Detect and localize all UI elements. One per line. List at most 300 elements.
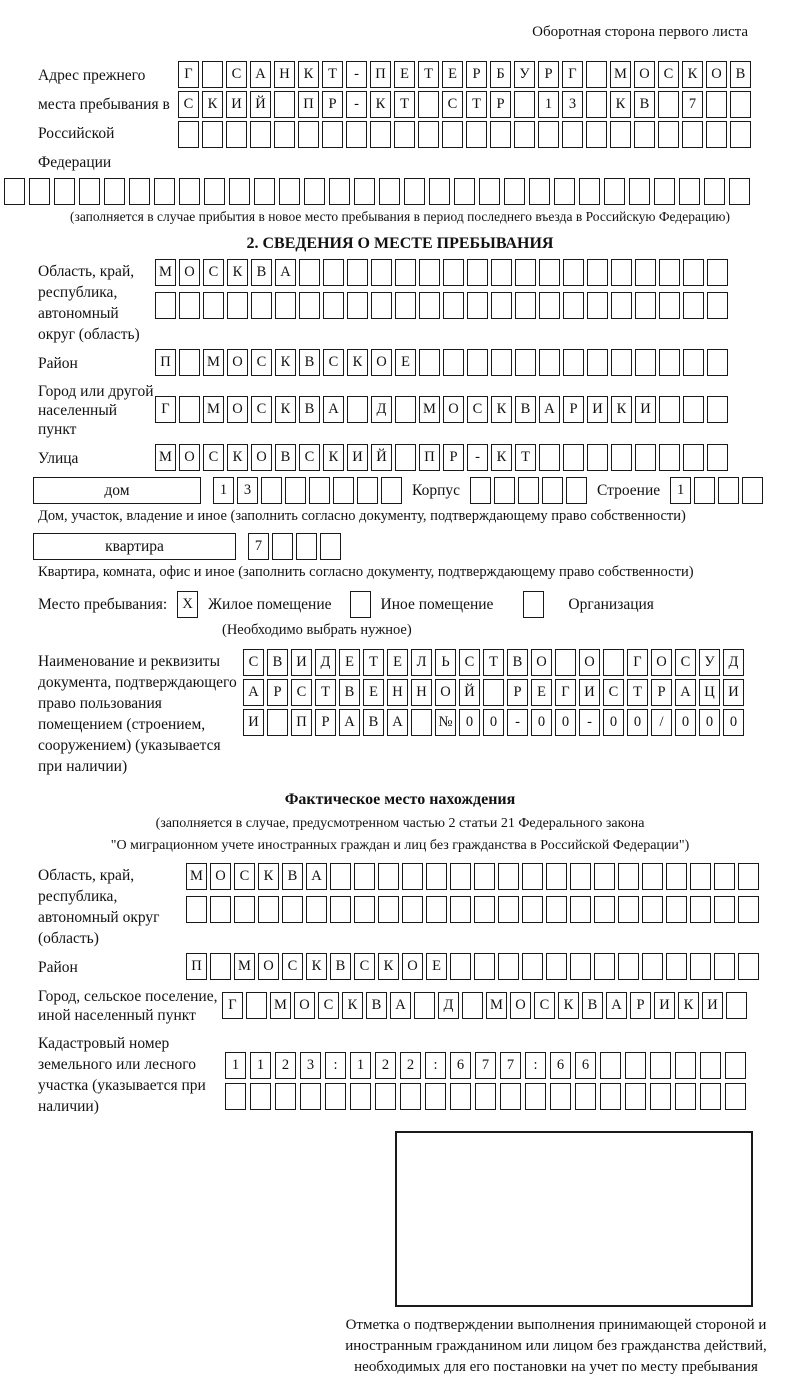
prev-address-grid [178, 61, 751, 151]
char-box: М [203, 396, 224, 423]
char-box [155, 292, 176, 319]
char-box [587, 292, 608, 319]
char-box: А [250, 61, 271, 88]
char-box [470, 477, 491, 504]
char-box: Й [371, 444, 392, 471]
char-box [522, 896, 543, 923]
char-box: С [203, 444, 224, 471]
char-box: Б [490, 61, 511, 88]
prev-address-label: Адрес прежнего места пребывания в Российской Федерации [38, 67, 170, 171]
char-box: К [611, 396, 632, 423]
char-box [379, 178, 400, 205]
char-box [575, 1083, 596, 1110]
char-box [730, 121, 751, 148]
char-box: 0 [699, 709, 720, 736]
char-box: С [467, 396, 488, 423]
char-box [467, 292, 488, 319]
char-box [611, 349, 632, 376]
char-box: С [243, 649, 264, 676]
char-box [354, 896, 375, 923]
city-label: Город или другой населенный пункт [38, 383, 154, 438]
char-box: И [723, 679, 744, 706]
char-box: П [186, 953, 207, 980]
char-box [251, 292, 272, 319]
char-box [395, 444, 416, 471]
char-box [738, 896, 759, 923]
char-box [400, 1083, 421, 1110]
char-box [675, 1083, 696, 1110]
char-box [418, 91, 439, 118]
char-box: 7 [475, 1052, 496, 1079]
char-box: К [491, 444, 512, 471]
char-box: К [306, 953, 327, 980]
char-box [354, 178, 375, 205]
char-box: Д [438, 992, 459, 1019]
city-cells [155, 396, 728, 423]
char-box: С [459, 649, 480, 676]
char-box: В [299, 396, 320, 423]
char-box [210, 953, 231, 980]
char-box: Е [339, 649, 360, 676]
char-box [554, 178, 575, 205]
char-box: К [378, 953, 399, 980]
char-box [525, 1083, 546, 1110]
char-box [346, 121, 367, 148]
char-box: Г [562, 61, 583, 88]
street-label: Улица [38, 450, 79, 467]
char-box [587, 444, 608, 471]
char-box: 1 [670, 477, 691, 504]
cadastral-label: Кадастровый номер земельного или лесного участка (указывается при наличии) [38, 1035, 206, 1115]
char-box [429, 178, 450, 205]
char-box [298, 121, 319, 148]
char-box [650, 1052, 671, 1079]
house-row [33, 477, 800, 504]
char-box: : [325, 1052, 346, 1079]
cadastral-row-1 [225, 1052, 746, 1079]
char-box [129, 178, 150, 205]
char-box: И [226, 91, 247, 118]
char-box [683, 259, 704, 286]
region-label: Область, край, республика, автономный округ (область) [38, 263, 140, 343]
char-box: О [227, 349, 248, 376]
char-box [562, 121, 583, 148]
char-box [443, 259, 464, 286]
actual-region-row [38, 863, 800, 949]
char-box: С [675, 649, 696, 676]
char-box [442, 121, 463, 148]
page-corner-note: Оборотная сторона первого листа [532, 24, 748, 40]
char-box: К [298, 61, 319, 88]
char-box [635, 292, 656, 319]
char-box [738, 863, 759, 890]
char-box [450, 896, 471, 923]
char-box: Р [490, 91, 511, 118]
char-box: О [510, 992, 531, 1019]
char-box: В [366, 992, 387, 1019]
char-box: Т [515, 444, 536, 471]
apartment-field-label: квартира [33, 533, 236, 560]
char-box: О [579, 649, 600, 676]
char-box [515, 349, 536, 376]
char-box [450, 1083, 471, 1110]
char-box [600, 1052, 621, 1079]
char-box: С [299, 444, 320, 471]
actual-region-row-1 [186, 863, 759, 890]
char-box: М [155, 259, 176, 286]
char-box: 3 [562, 91, 583, 118]
char-box [529, 178, 550, 205]
char-box: 3 [300, 1052, 321, 1079]
stay-type-label: Место пребывания: [38, 595, 168, 613]
char-box [594, 896, 615, 923]
char-box: М [203, 349, 224, 376]
char-box [299, 259, 320, 286]
char-box: 0 [627, 709, 648, 736]
char-box: О [258, 953, 279, 980]
char-box [234, 896, 255, 923]
char-box: В [339, 679, 360, 706]
char-box: - [579, 709, 600, 736]
char-box [323, 292, 344, 319]
actual-district-label: Район [38, 959, 78, 976]
char-box [282, 896, 303, 923]
char-box: - [507, 709, 528, 736]
char-box [725, 1083, 746, 1110]
char-box [642, 896, 663, 923]
char-box: О [402, 953, 423, 980]
char-box [542, 477, 563, 504]
char-box: К [682, 61, 703, 88]
char-box [491, 259, 512, 286]
char-box [555, 649, 576, 676]
char-box: Т [483, 649, 504, 676]
char-box: Т [322, 61, 343, 88]
char-box: А [606, 992, 627, 1019]
char-box [491, 349, 512, 376]
char-box: С [442, 91, 463, 118]
char-box [275, 1083, 296, 1110]
char-box [272, 533, 293, 560]
char-box [707, 396, 728, 423]
prev-address-block [38, 61, 800, 177]
document-grid [243, 649, 744, 739]
char-box: Д [723, 649, 744, 676]
char-box [718, 477, 739, 504]
char-box: А [339, 709, 360, 736]
char-box [707, 259, 728, 286]
char-box: К [678, 992, 699, 1019]
char-box: Р [630, 992, 651, 1019]
char-box: Р [443, 444, 464, 471]
cadastral-row [38, 1031, 800, 1117]
char-box [690, 953, 711, 980]
confirmation-stamp-box [395, 1131, 753, 1307]
char-box [570, 953, 591, 980]
char-box: Г [222, 992, 243, 1019]
char-box: И [243, 709, 264, 736]
char-box [474, 953, 495, 980]
char-box [179, 292, 200, 319]
char-box [329, 178, 350, 205]
char-box: С [323, 349, 344, 376]
prev-address-row-1 [178, 61, 751, 88]
char-box: К [275, 396, 296, 423]
char-box [659, 396, 680, 423]
char-box: 0 [555, 709, 576, 736]
char-box [611, 259, 632, 286]
char-box: У [699, 649, 720, 676]
char-box: : [425, 1052, 446, 1079]
char-box [186, 896, 207, 923]
char-box: К [491, 396, 512, 423]
char-box [285, 477, 306, 504]
char-box: Т [315, 679, 336, 706]
char-box: А [387, 709, 408, 736]
char-box [467, 259, 488, 286]
char-box [635, 349, 656, 376]
char-box [419, 259, 440, 286]
char-box: Т [627, 679, 648, 706]
char-box [179, 178, 200, 205]
char-box: Р [322, 91, 343, 118]
char-box [454, 178, 475, 205]
char-box [659, 292, 680, 319]
char-box [683, 396, 704, 423]
char-box [707, 292, 728, 319]
char-box: Т [466, 91, 487, 118]
char-box: 7 [500, 1052, 521, 1079]
char-box: Е [363, 679, 384, 706]
char-box [594, 953, 615, 980]
char-box [347, 259, 368, 286]
document-row [38, 649, 800, 777]
char-box: К [342, 992, 363, 1019]
house-field-label: дом [33, 477, 201, 504]
char-box [419, 292, 440, 319]
char-box [658, 91, 679, 118]
char-box: Т [394, 91, 415, 118]
char-box [659, 259, 680, 286]
char-box: 2 [275, 1052, 296, 1079]
char-box: М [155, 444, 176, 471]
char-box [474, 863, 495, 890]
char-box [274, 91, 295, 118]
apartment-row [33, 533, 800, 560]
char-box: С [354, 953, 375, 980]
region-row [38, 259, 800, 345]
char-box [563, 444, 584, 471]
stay-option-other-premises-label: Иное помещение [380, 595, 494, 613]
char-box [700, 1083, 721, 1110]
char-box: К [323, 444, 344, 471]
char-box [725, 1052, 746, 1079]
char-box: Р [267, 679, 288, 706]
char-box: 1 [225, 1052, 246, 1079]
document-row-2 [243, 679, 744, 706]
char-box [518, 477, 539, 504]
char-box [587, 259, 608, 286]
char-box: 6 [575, 1052, 596, 1079]
char-box [587, 349, 608, 376]
char-box [261, 477, 282, 504]
char-box: С [251, 349, 272, 376]
char-box [642, 953, 663, 980]
char-box: Н [387, 679, 408, 706]
char-box [330, 863, 351, 890]
char-box [659, 444, 680, 471]
char-box [395, 292, 416, 319]
district-row [38, 349, 800, 376]
char-box: О [371, 349, 392, 376]
char-box: В [251, 259, 272, 286]
char-box: 2 [375, 1052, 396, 1079]
char-box [679, 178, 700, 205]
char-box [371, 292, 392, 319]
char-box [515, 292, 536, 319]
char-box [618, 863, 639, 890]
char-box: А [539, 396, 560, 423]
char-box: С [234, 863, 255, 890]
char-box [79, 178, 100, 205]
char-box: Н [411, 679, 432, 706]
char-box [450, 953, 471, 980]
char-box [730, 91, 751, 118]
char-box: Р [538, 61, 559, 88]
char-box [402, 896, 423, 923]
char-box: 2 [400, 1052, 421, 1079]
char-box [4, 178, 25, 205]
char-box: О [179, 259, 200, 286]
char-box [563, 349, 584, 376]
char-box [279, 178, 300, 205]
actual-city-cells [222, 992, 747, 1019]
char-box: В [330, 953, 351, 980]
char-box [610, 121, 631, 148]
char-box: 1 [538, 91, 559, 118]
char-box: В [267, 649, 288, 676]
char-box [426, 896, 447, 923]
char-box: С [603, 679, 624, 706]
char-box [706, 91, 727, 118]
char-box [729, 178, 750, 205]
char-box: А [675, 679, 696, 706]
char-box: П [419, 444, 440, 471]
char-box [694, 477, 715, 504]
char-box: С [203, 259, 224, 286]
apartment-cells [248, 533, 341, 560]
char-box [178, 121, 199, 148]
char-box: 7 [682, 91, 703, 118]
char-box: Е [426, 953, 447, 980]
char-box [154, 178, 175, 205]
document-row-3 [243, 709, 744, 736]
char-box: О [435, 679, 456, 706]
cadastral-grid [225, 1031, 746, 1113]
char-box: М [186, 863, 207, 890]
char-box [611, 292, 632, 319]
char-box [635, 259, 656, 286]
char-box: Е [531, 679, 552, 706]
char-box: Н [274, 61, 295, 88]
char-box [650, 1083, 671, 1110]
char-box: О [634, 61, 655, 88]
char-box [498, 896, 519, 923]
char-box [347, 292, 368, 319]
char-box [254, 178, 275, 205]
actual-city-label: Город, сельское поселение, иной населенный пункт [38, 988, 218, 1024]
char-box [225, 1083, 246, 1110]
char-box [462, 992, 483, 1019]
char-box: Т [418, 61, 439, 88]
char-box [704, 178, 725, 205]
char-box: Й [459, 679, 480, 706]
char-box: К [347, 349, 368, 376]
char-box [666, 863, 687, 890]
stroenie-label: Строение [597, 482, 661, 499]
char-box [603, 649, 624, 676]
char-box [267, 709, 288, 736]
char-box: 0 [459, 709, 480, 736]
char-box: / [651, 709, 672, 736]
char-box [204, 178, 225, 205]
char-box: И [579, 679, 600, 706]
char-box [443, 349, 464, 376]
char-box [354, 863, 375, 890]
char-box [300, 1083, 321, 1110]
char-box: О [531, 649, 552, 676]
char-box: 1 [213, 477, 234, 504]
char-box: А [323, 396, 344, 423]
char-box: С [226, 61, 247, 88]
char-box: И [702, 992, 723, 1019]
char-box [690, 863, 711, 890]
char-box [323, 259, 344, 286]
char-box: Т [363, 649, 384, 676]
char-box: А [306, 863, 327, 890]
prev-address-row-2 [178, 91, 751, 118]
char-box [550, 1083, 571, 1110]
char-box: И [635, 396, 656, 423]
char-box: 0 [531, 709, 552, 736]
char-box [611, 444, 632, 471]
char-box [418, 121, 439, 148]
char-box [738, 953, 759, 980]
house-cells [213, 477, 402, 504]
char-box: К [275, 349, 296, 376]
char-box: Р [466, 61, 487, 88]
char-box: С [291, 679, 312, 706]
char-box [494, 477, 515, 504]
char-box [539, 349, 560, 376]
prev-address-overflow-row [4, 178, 800, 205]
char-box [514, 121, 535, 148]
char-box: Г [155, 396, 176, 423]
char-box: Г [627, 649, 648, 676]
char-box [683, 292, 704, 319]
char-box [202, 61, 223, 88]
char-box [714, 953, 735, 980]
char-box: - [346, 91, 367, 118]
char-box [425, 1083, 446, 1110]
char-box: Г [178, 61, 199, 88]
stay-type-row [38, 591, 800, 618]
char-box: К [227, 259, 248, 286]
char-box: В [275, 444, 296, 471]
char-box [706, 121, 727, 148]
char-box: 0 [675, 709, 696, 736]
char-box [666, 896, 687, 923]
